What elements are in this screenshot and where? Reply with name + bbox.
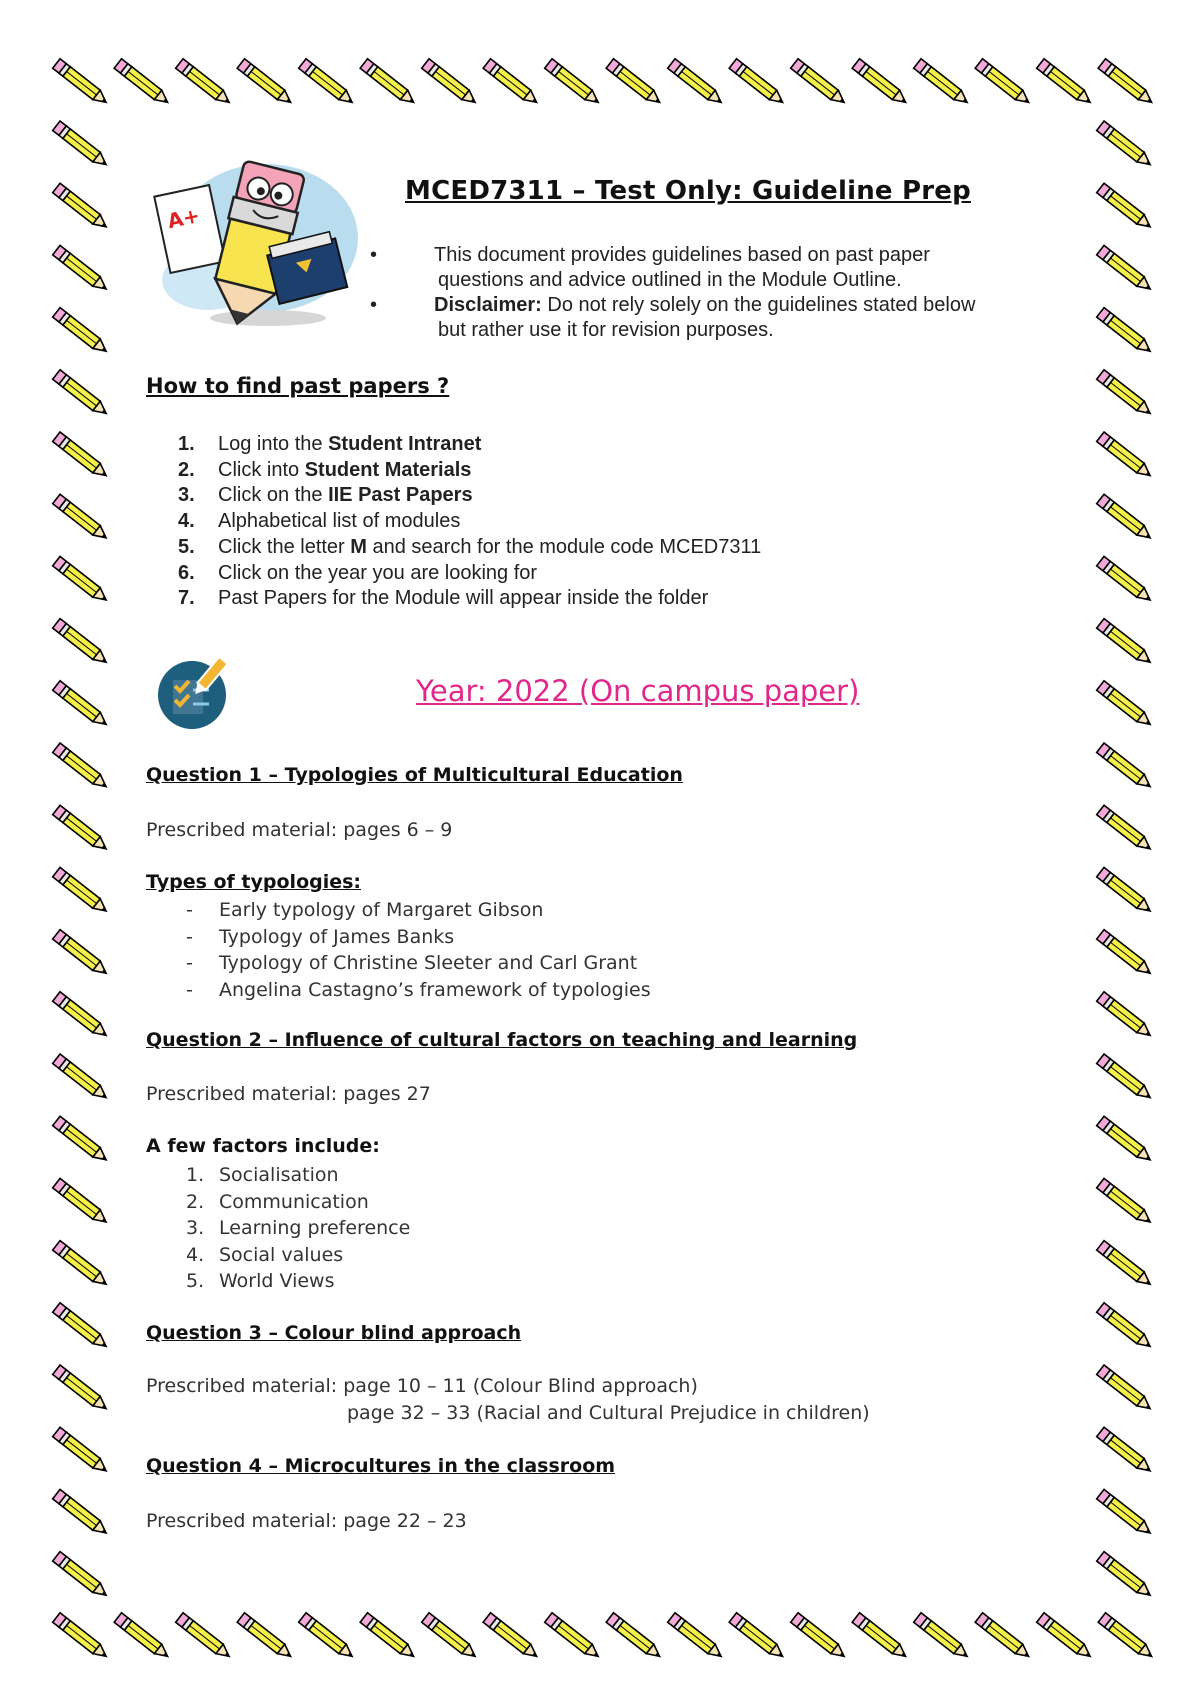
item-number: 2. — [186, 1190, 205, 1213]
pencil-border-icon — [1097, 245, 1156, 294]
pencil-border-icon — [53, 743, 112, 792]
step-text — [218, 432, 481, 458]
pencil-border-icon — [914, 59, 973, 108]
step-text-part: Alphabetical list of modules — [218, 510, 461, 533]
list-item-text: Communication — [219, 1190, 369, 1213]
step-number: 2. — [178, 458, 195, 481]
step-text-bold: Student Intranet — [328, 433, 482, 455]
pencil-border-icon — [53, 1241, 112, 1290]
step-text-part: Click the letter — [218, 535, 351, 558]
step-text-part: Click into — [218, 458, 305, 481]
question-1-heading: Question 1 – Typologies of Multicultural Education — [146, 764, 683, 786]
question-4-heading: Question 4 – Microcultures in the classroom — [146, 1455, 616, 1477]
grade-text: A+ — [165, 202, 202, 234]
how-to-step — [178, 458, 761, 484]
list-item-text: Typology of James Banks — [219, 925, 455, 948]
step-text-bold: M — [350, 535, 367, 558]
list-item — [186, 1215, 410, 1242]
intro-bullet — [370, 243, 1070, 293]
item-number: 5. — [186, 1270, 205, 1292]
pencil-border-icon — [53, 121, 112, 170]
step-number: 1. — [178, 433, 195, 455]
prescribed-line: page 10 – 11 (Colour Blind approach) — [343, 1375, 698, 1397]
step-text-bold: Student Materials — [304, 458, 472, 481]
bullet-line: This document provides guidelines based on past paper — [434, 244, 930, 266]
step-text-part: Click on the year you are looking for — [218, 561, 538, 584]
step-number: 6. — [178, 561, 195, 584]
pencil-border-icon — [1097, 1054, 1156, 1103]
pencil-border-icon — [53, 245, 112, 294]
pencil-border-icon — [668, 1613, 727, 1662]
pencil-border-icon — [53, 308, 112, 357]
pencil-border-icon — [545, 1613, 604, 1662]
bullet-line: Do not rely solely on the guidelines stated below — [541, 294, 976, 316]
step-text-part: Log into the — [218, 433, 329, 455]
intro-bullets — [370, 243, 1070, 343]
pencil-border-icon — [53, 1178, 112, 1227]
pencil-border-icon — [176, 59, 235, 108]
step-number: 5. — [178, 535, 195, 558]
item-number: 4. — [186, 1243, 205, 1266]
pencil-border-icon — [545, 59, 604, 108]
list-item-text: Social values — [219, 1243, 344, 1266]
pencil-border-icon — [299, 59, 358, 108]
pencil-border-icon — [53, 1303, 112, 1352]
step-text — [218, 458, 471, 484]
pencil-border-icon — [1097, 1116, 1156, 1165]
pencil-border-icon — [1097, 1303, 1156, 1352]
pencil-border-icon — [237, 59, 296, 108]
pencil-mascot-illustration — [148, 150, 366, 330]
pencil-border-icon — [53, 1489, 112, 1538]
bullet-dot-icon: • — [370, 294, 378, 316]
dash-marker: - — [186, 925, 193, 948]
dash-marker: - — [186, 978, 193, 1001]
question-2-subheading: A few factors include: — [146, 1135, 380, 1157]
bullet-line: but rather use it for revision purposes. — [438, 319, 774, 341]
pencil-border-icon — [422, 59, 481, 108]
pencil-border-icon — [483, 59, 542, 108]
pencil-border-icon — [1097, 619, 1156, 668]
pencil-border-icon — [53, 494, 112, 543]
step-number: 7. — [178, 587, 195, 610]
pencil-border-icon — [53, 1365, 112, 1414]
list-item — [186, 924, 651, 951]
pencil-border-icon — [1097, 556, 1156, 605]
pencil-border-icon — [53, 183, 112, 232]
pencil-border-icon — [1097, 432, 1156, 481]
how-to-steps — [178, 432, 761, 612]
pencil-border-icon — [53, 1116, 112, 1165]
pencil-border-icon — [1097, 121, 1156, 170]
pencil-border-icon — [1097, 1427, 1156, 1476]
pencil-border-icon — [53, 370, 112, 419]
pencil-border-icon — [114, 59, 173, 108]
pencil-border-icon — [1037, 1613, 1096, 1662]
pencil-border-icon — [422, 1613, 481, 1662]
question-1-list — [186, 897, 651, 1003]
pencil-border-icon — [1098, 59, 1157, 108]
pencil-border-icon — [53, 432, 112, 481]
list-item-text: Learning preference — [219, 1217, 411, 1239]
dash-marker: - — [186, 899, 193, 921]
question-1-prescribed: Prescribed material: pages 6 – 9 — [146, 819, 453, 841]
pencil-border-icon — [791, 59, 850, 108]
pencil-border-icon — [1097, 183, 1156, 232]
step-text — [218, 535, 761, 561]
question-2-heading: Question 2 – Influence of cultural factors on teaching and learning — [146, 1029, 858, 1051]
pencil-border-icon — [53, 619, 112, 668]
item-number: 1. — [186, 1164, 205, 1186]
pencil-border-icon — [1097, 1489, 1156, 1538]
pencil-border-icon — [53, 1613, 112, 1662]
pencil-border-icon — [53, 1552, 112, 1601]
disclaimer-label: Disclaimer: — [434, 294, 542, 316]
list-item-text: Angelina Castagno’s framework of typologies — [219, 978, 651, 1001]
question-2-list — [186, 1162, 410, 1295]
prescribed-label: Prescribed material: — [146, 1375, 344, 1397]
pencil-border-icon — [53, 1427, 112, 1476]
pencil-border-icon — [53, 805, 112, 854]
pencil-border-icon — [53, 992, 112, 1041]
pencil-border-icon — [1097, 930, 1156, 979]
step-text-part: Click on the — [218, 484, 329, 507]
pencil-border-icon — [1097, 1241, 1156, 1290]
pencil-border-icon — [1097, 1178, 1156, 1227]
list-item — [186, 977, 651, 1004]
pencil-border-icon — [852, 59, 911, 108]
list-item-text: Early typology of Margaret Gibson — [219, 899, 544, 921]
pencil-border-icon — [791, 1613, 850, 1662]
pencil-border-icon — [1037, 59, 1096, 108]
pencil-border-icon — [237, 1613, 296, 1662]
pencil-border-icon — [1097, 867, 1156, 916]
list-item — [186, 1189, 410, 1216]
question-3-prescribed — [146, 1375, 698, 1397]
pencil-border-icon — [176, 1613, 235, 1662]
pencil-border-icon — [53, 556, 112, 605]
item-number: 3. — [186, 1217, 205, 1239]
how-to-step — [178, 535, 761, 561]
pencil-border-icon — [1098, 1613, 1157, 1662]
pencil-border-icon — [914, 1613, 973, 1662]
pencil-border-icon — [483, 1613, 542, 1662]
checklist-pencil-icon — [153, 654, 231, 732]
pencil-border-icon — [975, 59, 1034, 108]
pencil-border-icon — [1097, 992, 1156, 1041]
step-text — [218, 509, 460, 535]
document-title: MCED7311 – Test Only: Guideline Prep — [405, 176, 971, 206]
list-item — [186, 897, 651, 924]
question-3-prescribed-line-2: page 32 – 33 (Racial and Cultural Prejudice in children) — [347, 1402, 870, 1424]
pencil-border-icon — [360, 1613, 419, 1662]
list-item-text: Socialisation — [219, 1164, 339, 1186]
step-text — [218, 561, 537, 587]
step-text — [218, 586, 708, 612]
pencil-border-icon — [53, 930, 112, 979]
step-number: 3. — [178, 484, 195, 507]
dash-marker: - — [186, 952, 193, 974]
how-to-heading: How to find past papers ? — [146, 374, 450, 398]
pencil-border-icon — [53, 867, 112, 916]
list-item-text: Typology of Christine Sleeter and Carl Grant — [219, 952, 638, 974]
list-item — [186, 1268, 410, 1295]
question-4-prescribed: Prescribed material: page 22 – 23 — [146, 1510, 467, 1532]
pencil-border-icon — [729, 1613, 788, 1662]
pencil-border-icon — [1097, 370, 1156, 419]
pencil-border-icon — [1097, 1365, 1156, 1414]
pencil-border-icon — [606, 1613, 665, 1662]
pencil-border-icon — [1097, 494, 1156, 543]
pencil-border-icon — [606, 59, 665, 108]
list-item — [186, 950, 651, 977]
how-to-step — [178, 432, 761, 458]
list-item — [186, 1162, 410, 1189]
list-item-text: World Views — [219, 1270, 335, 1292]
pencil-border-icon — [1097, 1552, 1156, 1601]
pencil-border-icon — [668, 59, 727, 108]
pencil-border-icon — [1097, 681, 1156, 730]
pencil-border-icon — [114, 1613, 173, 1662]
pencil-border-icon — [53, 1054, 112, 1103]
how-to-step — [178, 509, 761, 535]
pencil-border-icon — [53, 681, 112, 730]
step-text-bold: IIE Past Papers — [328, 484, 473, 507]
step-number: 4. — [178, 510, 195, 533]
how-to-step — [178, 483, 761, 509]
question-3-heading: Question 3 – Colour blind approach — [146, 1322, 522, 1344]
pencil-border-icon — [1097, 308, 1156, 357]
how-to-step — [178, 586, 761, 612]
step-text — [218, 483, 473, 509]
pencil-border-icon — [975, 1613, 1034, 1662]
pencil-border-icon — [1097, 805, 1156, 854]
step-text-part: Past Papers for the Module will appear inside the folder — [218, 587, 709, 610]
pencil-border-icon — [852, 1613, 911, 1662]
how-to-step — [178, 561, 761, 587]
intro-bullet — [370, 293, 1070, 343]
bullet-line: questions and advice outlined in the Module Outline. — [438, 269, 902, 291]
step-text-part: and search for the module code MCED7311 — [366, 535, 762, 558]
pencil-border-icon — [1097, 743, 1156, 792]
pencil-border-icon — [53, 59, 112, 108]
question-1-subheading: Types of typologies: — [146, 871, 362, 893]
question-2-prescribed: Prescribed material: pages 27 — [146, 1083, 431, 1105]
list-item — [186, 1242, 410, 1269]
year-heading: Year: 2022 (On campus paper) — [416, 674, 860, 708]
bullet-dot-icon: • — [370, 244, 378, 266]
pencil-border-icon — [360, 59, 419, 108]
pencil-border-icon — [729, 59, 788, 108]
pencil-border-icon — [299, 1613, 358, 1662]
